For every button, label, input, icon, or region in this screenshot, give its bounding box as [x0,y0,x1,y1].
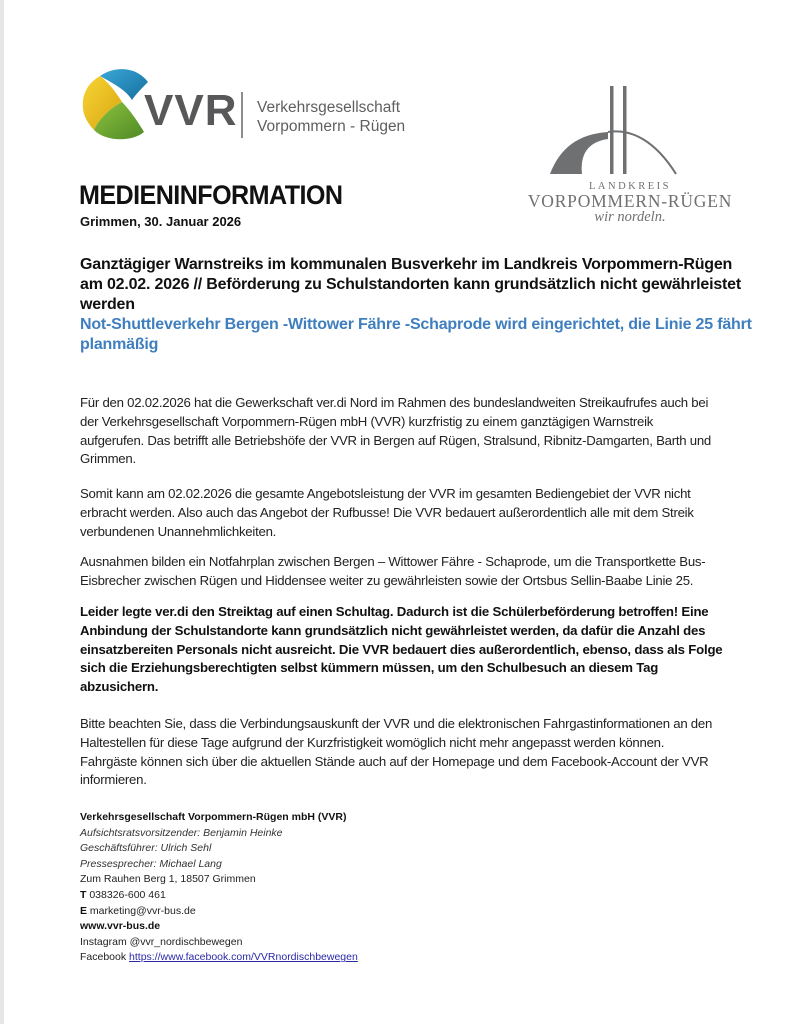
vvr-logo [80,62,410,142]
supervisory-board-chair: Aufsichtsratsvorsitzender: Benjamin Heinke [80,826,283,839]
facebook: Facebook https://www.facebook.com/VVRnordischbewegen [80,951,358,964]
paragraph-exceptions: Ausnahmen bilden ein Notfahrplan zwischen Bergen – Wittower Fähre - Schaprode, um die Transportkette Bus- Eisbrecher zwischen Rügen und Hiddensee weiter zu gewährleisten sowie der Ortsbus Sellin-Baabe Linie 25. [80,554,706,588]
vvr-company-name: Verkehrsgesellschaft Vorpommern - Rügen [257,99,406,135]
contact-footer [80,810,480,966]
bridge-emblem-icon [548,84,678,177]
paragraph-strike-announcement: Für den 02.02.2026 hat die Gewerkschaft ver.di Nord im Rahmen des bundeslandweiten Streikaufrufes auch bei der Verkehrsgesellschaft Vorpommern-Rügen mbH (VVR) kurzfristig zu einem ganztägigen Warnstreik aufgerufen. Das betrifft alle Betriebshöfe der VVR in Bergen auf Rügen, Stralsund, Ribnitz-Damgarten, Barth und Grimmen. [80,395,712,467]
dateline: Grimmen, 30. Januar 2026 [80,214,242,229]
instagram-handle: Instagram @vvr_nordischbewegen [80,935,243,948]
paragraph-school-transport: Leider legte ver.di den Streiktag auf einen Schultag. Dadurch ist die Schülerbeförderung betroffen! Eine Anbindung der Schulstandorte kann grundsätzlich nicht gewährleistet werden, da dafür die Anzahl des einsatzbereiten Personals nicht ausreicht. Die VVR bedauert dies außerordentlich, ebenso, dass als Folge sich die Erziehungsberechtigten selbst kümmern müssen, um den Schulbesuch an diesem Tag abzusichern. [80,604,723,695]
document-title: MEDIENINFORMATION [79,180,343,210]
website: www.vvr-bus.de [80,920,161,933]
phone: T 038326-600 461 [80,888,166,901]
facebook-link[interactable]: https://www.facebook.com/VVRnordischbewegen [129,951,358,964]
paragraph-service-impact: Somit kann am 02.02.2026 die gesamte Angebotsleistung der VVR im gesamten Bediengebiet der VVR nicht erbracht werden. Also auch das Angebot der Rufbusse! Die VVR bedauert außerordentlich alle mit dem Streik verbundenen Unannehmlichkeiten. [80,486,694,539]
email: E marketing@vvr-bus.de [80,904,196,917]
managing-director: Geschäftsführer: Ulrich Sehl [80,842,212,855]
vvr-wordmark: VVR [144,86,238,135]
headline: Ganztägiger Warnstreiks im kommunalen Busverkehr im Landkreis Vorpommern-Rügen am 02.02. 2026 // Beförderung zu Schulstandorten kann grundsätzlich nicht gewährleistet werden [80,256,741,313]
landkreis-label: LANDKREIS [589,181,671,192]
logo-divider [241,92,243,138]
paragraph-passenger-info: Bitte beachten Sie, dass die Verbindungsauskunft der VVR und die elektronischen Fahrgastinformationen an den Haltestellen für diese Tage aufgrund der Kurzfristigkeit womöglich nicht mehr angepasst werden können. Fahrgäste können sich über die aktuellen Stände auch auf der Homepage und dem Facebook-Account der VVR informieren. [80,716,713,788]
company-name: Verkehrsgesellschaft Vorpommern-Rügen mbH (VVR) [80,811,347,823]
subheadline: Not-Shuttleverkehr Bergen -Wittower Fähre -Schaprode wird eingerichtet, die Linie 25 fährt planmäßig [80,316,752,353]
landkreis-logo [510,84,750,229]
press-spokesperson: Pressesprecher: Michael Lang [80,857,222,870]
address: Zum Rauhen Berg 1, 18507 Grimmen [80,873,256,886]
landkreis-name: VORPOMMERN-RÜGEN [527,191,733,211]
landkreis-tagline: wir nordeln. [594,209,666,225]
